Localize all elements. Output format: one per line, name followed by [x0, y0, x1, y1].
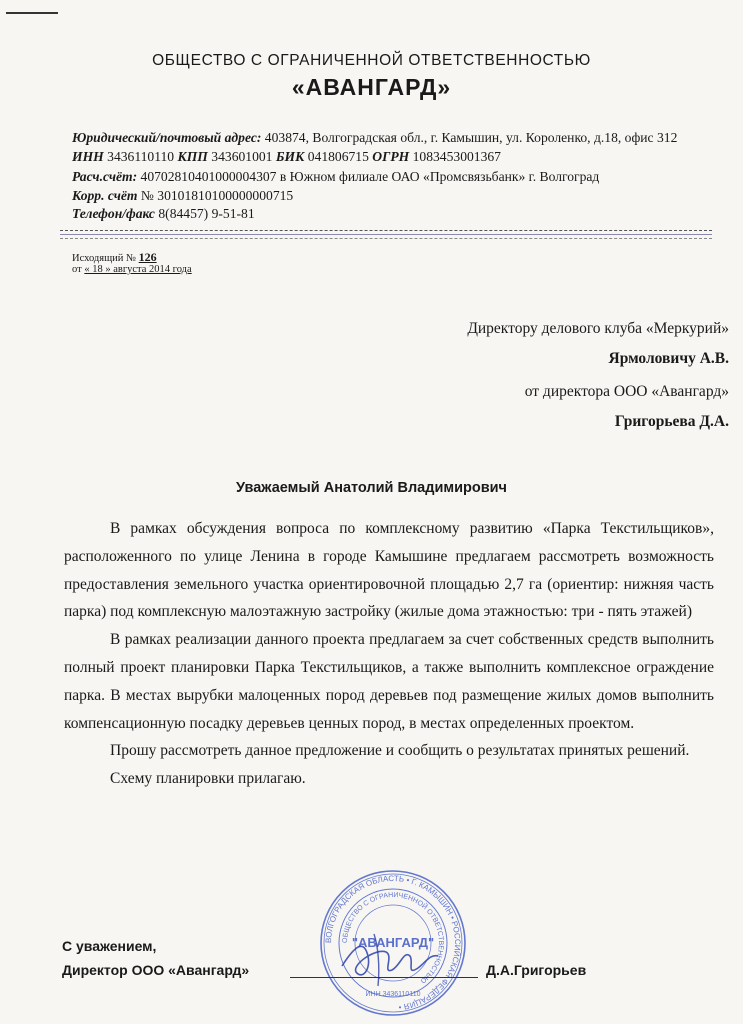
paragraph: Схему планировки прилагаю.	[110, 770, 306, 788]
paragraph: В рамках обсуждения вопроса по комплексному развитию «Парка Текстильщиков», расположенного по улице Ленина в городе Камышине предлагаем рассмотреть возможность предоставления земельного участка ориентировочной площадью 2,7 га (ориентир: нижняя часть парка) под комплексную малоэтажную застройку (жилые дома этажностью: три - пять этажей)	[64, 520, 714, 621]
requisite-account	[72, 169, 599, 185]
inn-value: 3436110110	[107, 149, 175, 164]
closing-regards: С уважением,	[62, 938, 157, 954]
bik-value: 041806715	[307, 149, 369, 164]
scan-mark	[6, 12, 58, 14]
requisite-address	[72, 130, 677, 146]
org-type: ОБЩЕСТВО С ОГРАНИЧЕННОЙ ОТВЕТСТВЕННОСТЬЮ	[152, 52, 591, 69]
paragraph: Прошу рассмотреть данное предложение и сообщить о результатах принятых решений.	[110, 742, 690, 760]
addressee-name: Ярмоловичу А.В.	[608, 350, 729, 367]
phone-label: Телефон/факс	[72, 206, 155, 221]
corr-value: № 30101810100000000715	[140, 188, 294, 203]
requisite-phone	[72, 206, 255, 222]
salutation: Уважаемый Анатолий Владимирович	[236, 480, 507, 496]
address-label: Юридический/почтовый адрес:	[72, 130, 262, 145]
sender-name: Григорьева Д.А.	[614, 413, 729, 430]
outgoing-date-prefix: от	[72, 264, 82, 275]
outgoing-number: 126	[138, 250, 157, 264]
signature-line	[290, 977, 478, 978]
phone-value: 8(84457) 9-51-81	[158, 206, 255, 221]
signer-position: Директор ООО «Авангард»	[62, 962, 250, 978]
kpp-value: 343601001	[211, 149, 273, 164]
outgoing-label: Исходящий №	[72, 253, 137, 264]
seal-inner-text: ОБЩЕСТВО С ОГРАНИЧЕННОЙ ОТВЕТСТВЕННОСТЬЮ	[341, 891, 445, 985]
inn-label: ИНН	[72, 149, 104, 164]
outgoing-number-line	[72, 250, 157, 265]
paragraph: В рамках реализации данного проекта предлагаем за счет собственных средств выполнить полный проект планировки Парка Текстильщиков, а также выполнить комплексное ограждение парка. В местах вырубки малоценных пород деревьев под размещение жилых домов выполнить компенсационную посадку деревьев ценных пород, в местах определенных проектом.	[64, 631, 714, 732]
corr-label: Корр. счёт	[72, 188, 138, 203]
letter-body	[64, 515, 714, 793]
seal-inn-text: ИНН 3436110110	[365, 991, 421, 998]
handwritten-signature	[334, 926, 444, 990]
requisite-corr-account	[72, 188, 293, 204]
addressee-position: Директору делового клуба «Меркурий»	[467, 320, 729, 337]
signer-name: Д.А.Григорьев	[486, 962, 587, 978]
header-divider	[60, 230, 712, 231]
header-divider	[60, 238, 712, 239]
header-divider	[60, 234, 712, 235]
bik-label: БИК	[275, 149, 305, 164]
address-value: 403874, Волгоградская обл., г. Камышин, ул. Короленко, д.18, офис 312	[264, 130, 678, 145]
seal-center-text: "АВАНГАРД"	[351, 935, 435, 950]
org-name: «АВАНГАРД»	[291, 74, 452, 100]
requisite-codes	[72, 149, 501, 165]
account-label: Расч.счёт:	[72, 169, 138, 184]
account-value: 40702810401000004307 в Южном филиале ОАО «Промсвязьбанк» г. Волгоград	[140, 169, 600, 184]
outgoing-date: « 18 » августа 2014 года	[84, 264, 192, 275]
sender-position: от директора ООО «Авангард»	[524, 383, 729, 400]
ogrn-label: ОГРН	[372, 149, 410, 164]
ogrn-value: 1083453001367	[412, 149, 501, 164]
seal-ring-text: ВОЛГОГРАДСКАЯ ОБЛАСТЬ • Г. КАМЫШИН • РОССИЙСКАЯ ФЕДЕРАЦИЯ •	[323, 873, 463, 1012]
outgoing-date-line	[72, 264, 192, 275]
kpp-label: КПП	[177, 149, 208, 164]
